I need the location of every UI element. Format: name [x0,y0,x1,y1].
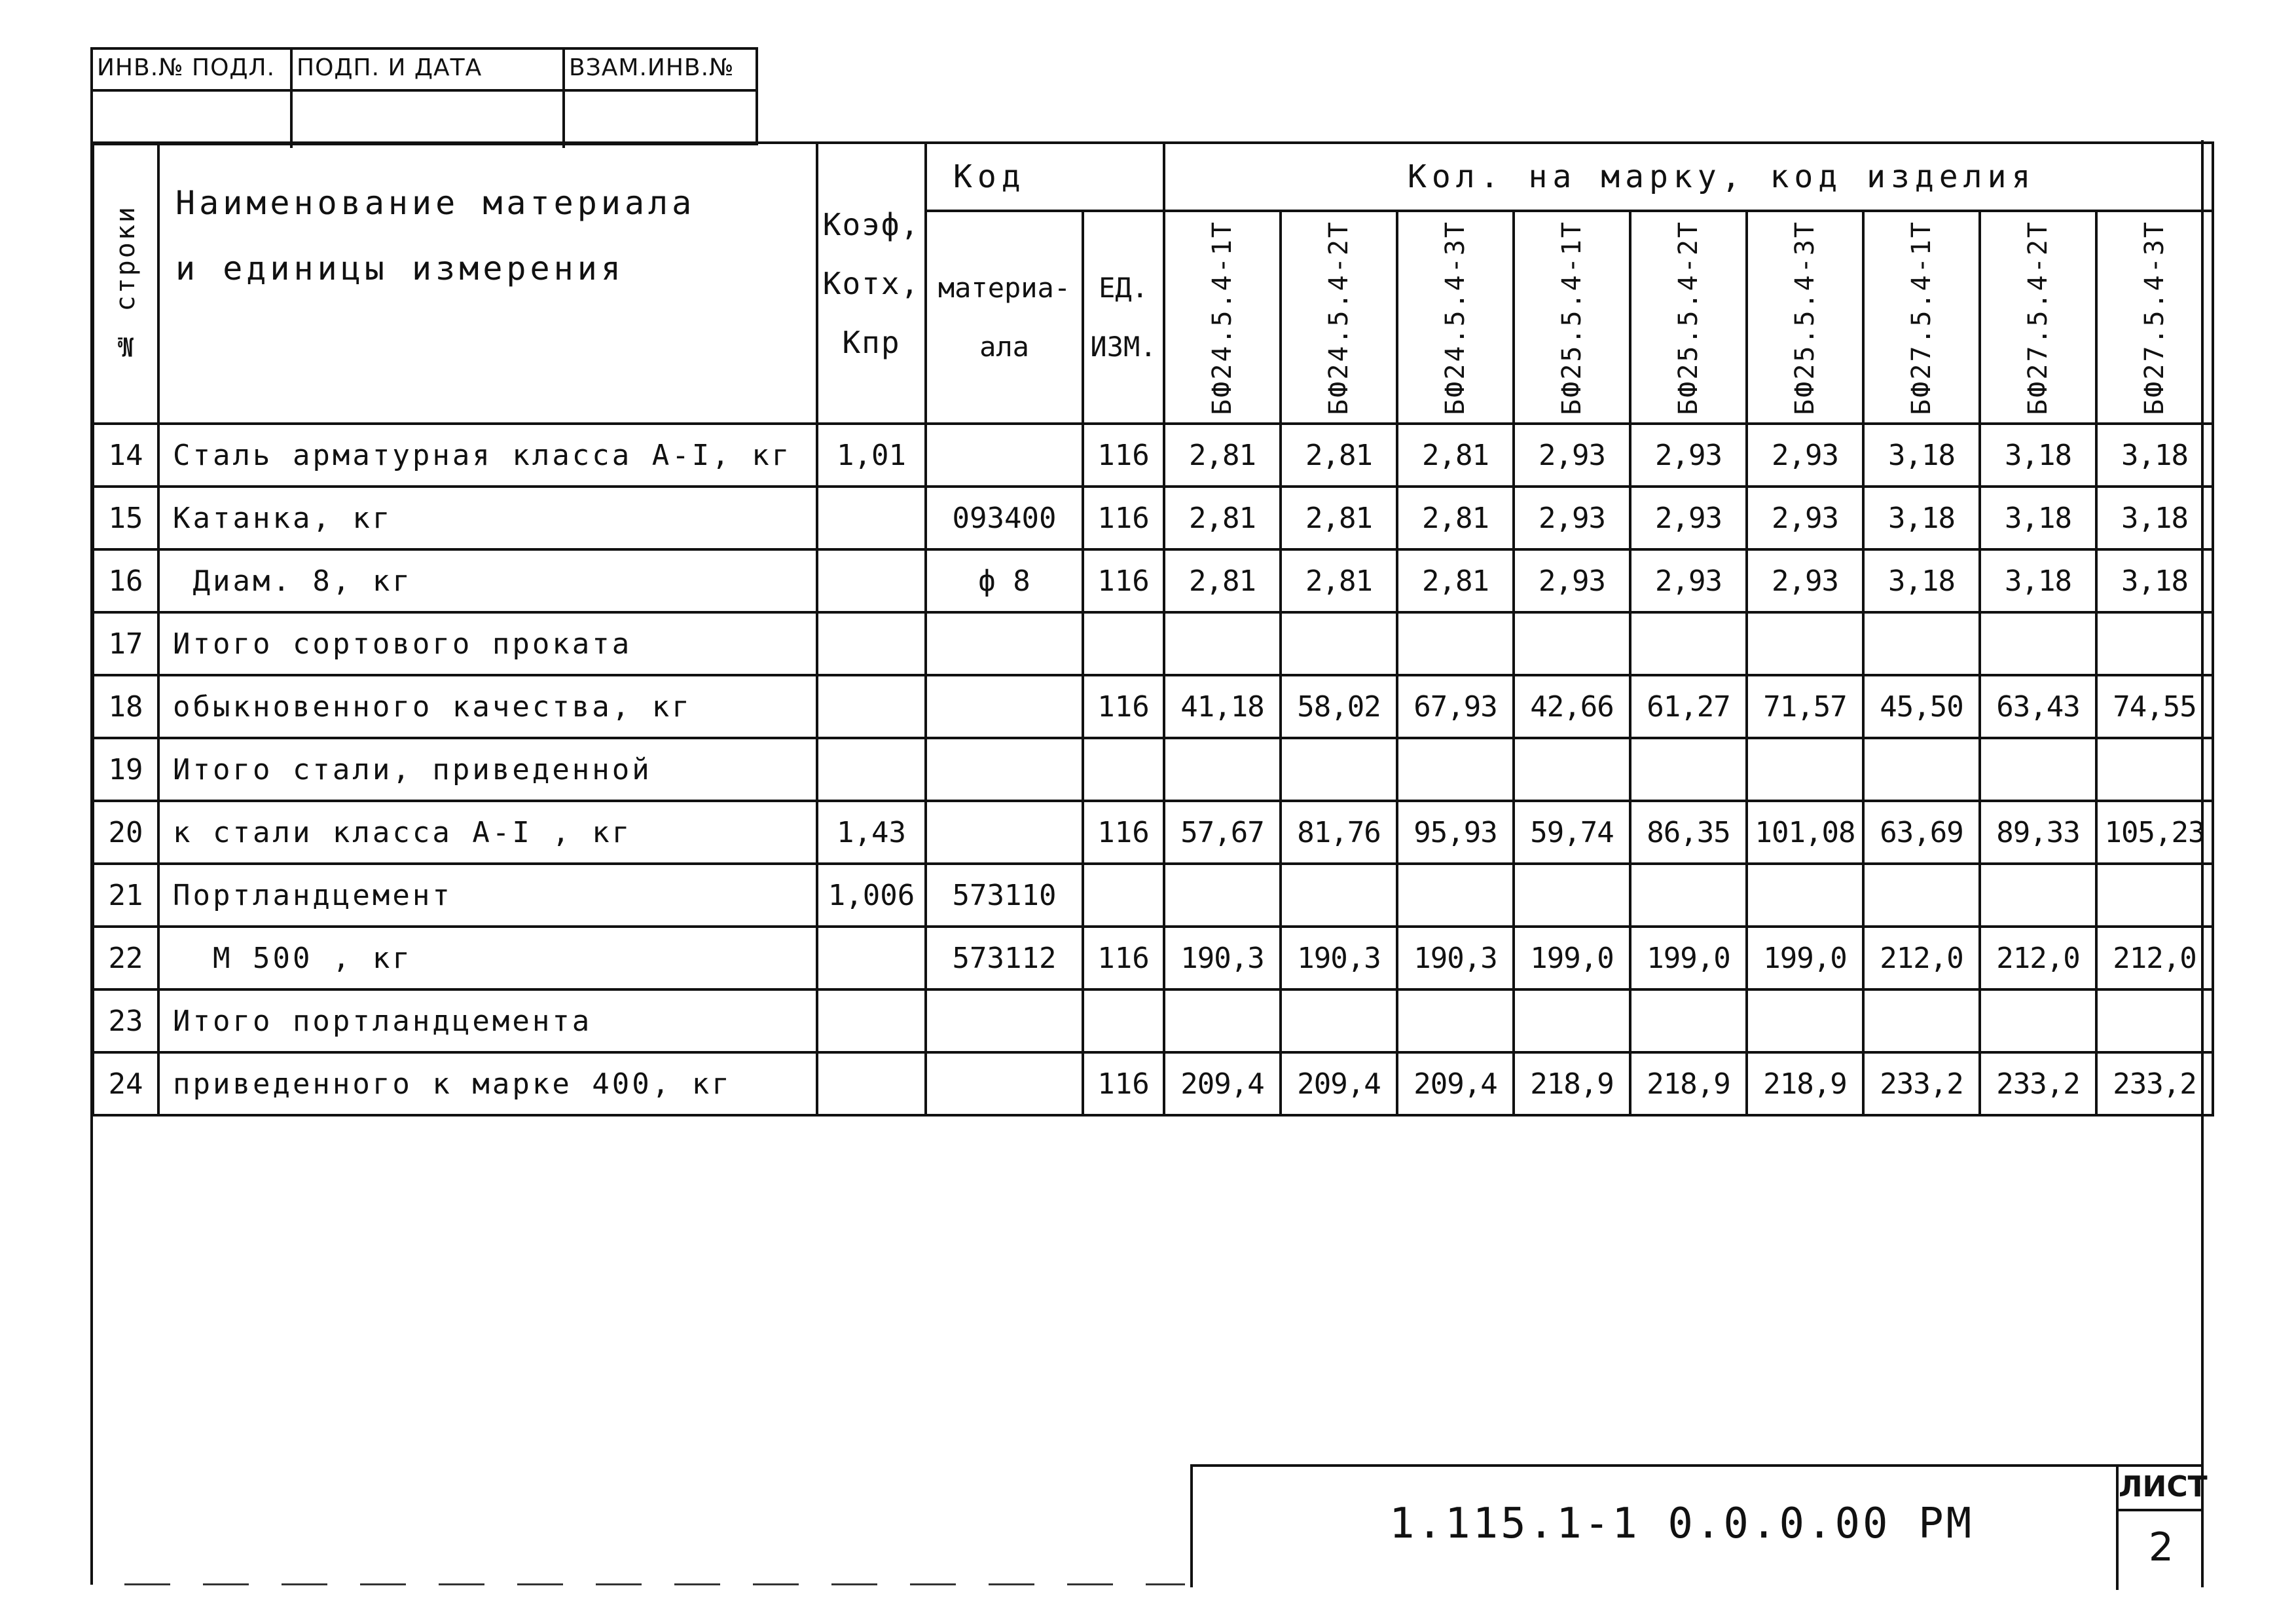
quantity-cell: 3,18 [1980,487,2096,549]
quantity-cell: 2,81 [1397,424,1514,487]
header-row-no-cell [93,143,158,424]
material-name: приведенного к марке 400, кг [158,1052,817,1115]
quantity-cell [1397,738,1514,801]
quantity-cell [1164,864,1281,927]
coefficient: 1,43 [817,801,926,864]
quantity-cell: 2,81 [1164,549,1281,612]
quantity-cell [1514,864,1630,927]
row-number: 15 [93,487,158,549]
table-row [93,864,2213,927]
quantity-cell: 2,93 [1514,424,1630,487]
quantity-cell: 212,0 [2096,927,2213,989]
coefficient [817,675,926,738]
quantity-cell: 218,9 [1630,1052,1747,1115]
row-number: 16 [93,549,158,612]
header-mark-cell [1397,211,1514,424]
header-unit-line2: ИЗМ. [1090,330,1157,363]
row-number: 24 [93,1052,158,1115]
header-mark: БФ25.5.4-2Т [1673,219,1704,415]
unit-code: 116 [1083,1052,1164,1115]
quantity-cell: 95,93 [1397,801,1514,864]
header-code-material-line1: материа- [938,271,1071,304]
quantity-cell: 57,67 [1164,801,1281,864]
material-name: Итого портландцемента [158,989,817,1052]
row-number: 21 [93,864,158,927]
quantity-cell [2096,989,2213,1052]
row-number: 17 [93,612,158,675]
header-mark-cell [1514,211,1630,424]
unit-code: 116 [1083,424,1164,487]
header-mark-cell [1164,211,1281,424]
quantity-cell: 3,18 [1980,424,2096,487]
material-code: 573112 [926,927,1083,989]
quantity-cell: 58,02 [1281,675,1397,738]
material-name: Диам. 8, кг [158,549,817,612]
quantity-cell [1630,864,1747,927]
table-row [93,675,2213,738]
header-mark: БФ27.5.4-3Т [2140,219,2170,415]
unit-code: 116 [1083,487,1164,549]
header-code-material-line2: ала [979,330,1029,363]
table-row [93,989,2213,1052]
quantity-cell [1747,738,1863,801]
quantity-cell: 3,18 [1863,424,1980,487]
quantity-cell: 2,81 [1164,424,1281,487]
quantity-cell [1863,738,1980,801]
unit-code: 116 [1083,549,1164,612]
quantity-cell [1747,864,1863,927]
material-code: ф 8 [926,549,1083,612]
coefficient [817,927,926,989]
quantity-cell: 2,81 [1397,487,1514,549]
title-block [1190,1464,2208,1587]
unit-code [1083,612,1164,675]
unit-code [1083,989,1164,1052]
quantity-cell: 3,18 [2096,549,2213,612]
materials-table [92,141,2214,1116]
quantity-cell: 2,81 [1281,487,1397,549]
quantity-cell: 2,93 [1514,487,1630,549]
quantity-cell: 218,9 [1747,1052,1863,1115]
coefficient: 1,006 [817,864,926,927]
header-mark-cell [1281,211,1397,424]
unit-code [1083,738,1164,801]
material-name: к стали класса А-I , кг [158,801,817,864]
header-name-line2: и единицы измерения [175,249,625,287]
document-code: 1.115.1-1 0.0.0.00 РМ [1389,1500,1975,1548]
unit-code [1083,864,1164,927]
quantity-cell: 2,93 [1747,549,1863,612]
quantity-cell [1514,612,1630,675]
quantity-cell [1514,738,1630,801]
quantity-cell [1980,864,2096,927]
row-number: 19 [93,738,158,801]
quantity-cell [1630,612,1747,675]
quantity-cell: 2,93 [1630,424,1747,487]
quantity-cell: 2,81 [1164,487,1281,549]
row-number: 22 [93,927,158,989]
header-mark: БФ24.5.4-2Т [1324,219,1354,415]
header-code-group: Код [926,143,1164,211]
stamp-empty-row [93,89,756,148]
quantity-cell: 63,43 [1980,675,2096,738]
quantity-cell [1281,612,1397,675]
quantity-cell: 218,9 [1514,1052,1630,1115]
quantity-cell [1980,989,2096,1052]
quantity-cell [2096,738,2213,801]
quantity-cell: 209,4 [1164,1052,1281,1115]
table-row [93,612,2213,675]
material-code [926,801,1083,864]
quantity-cell [1863,989,1980,1052]
quantity-cell: 233,2 [1863,1052,1980,1115]
quantity-cell [1164,612,1281,675]
quantity-cell: 89,33 [1980,801,2096,864]
quantity-cell [2096,612,2213,675]
table-row [93,801,2213,864]
material-code: 573110 [926,864,1083,927]
row-number: 14 [93,424,158,487]
header-mark: БФ24.5.4-1Т [1207,219,1237,415]
quantity-cell: 212,0 [1863,927,1980,989]
approval-stamp [90,47,758,145]
sheet-box [2116,1467,2208,1590]
quantity-cell: 2,93 [1630,487,1747,549]
header-mark: БФ24.5.4-3Т [1440,219,1470,415]
quantity-cell: 101,08 [1747,801,1863,864]
coefficient [817,549,926,612]
header-unit-cell [1083,211,1164,424]
table-row [93,738,2213,801]
table-body [93,424,2213,1115]
header-mark: БФ25.5.4-1Т [1557,219,1587,415]
row-number: 20 [93,801,158,864]
stamp-sign-label: ПОДП. И ДАТА [293,50,565,89]
quantity-cell [1630,738,1747,801]
quantity-cell: 199,0 [1747,927,1863,989]
table-row [93,487,2213,549]
row-number: 23 [93,989,158,1052]
coefficient: 1,01 [817,424,926,487]
header-qty-group: Кол. на марку, код изделия [1164,143,2213,211]
material-code [926,612,1083,675]
quantity-cell: 3,18 [1863,549,1980,612]
quantity-cell [1980,738,2096,801]
coefficient [817,1052,926,1115]
quantity-cell [1397,864,1514,927]
quantity-cell: 2,81 [1281,424,1397,487]
header-name-line1: Наименование материала [175,184,696,222]
coefficient [817,738,926,801]
quantity-cell: 42,66 [1514,675,1630,738]
quantity-cell [1281,864,1397,927]
quantity-cell [1630,989,1747,1052]
bottom-dashed-line [124,1583,1185,1585]
material-name: Сталь арматурная класса А-I, кг [158,424,817,487]
quantity-cell: 3,18 [1863,487,1980,549]
table-row [93,1052,2213,1115]
coefficient [817,612,926,675]
sheet-label: ЛИСТ [2119,1467,2204,1511]
material-name: обыкновенного качества, кг [158,675,817,738]
material-name: М 500 , кг [158,927,817,989]
row-number: 18 [93,675,158,738]
header-row-no: № строки [111,205,141,361]
quantity-cell: 3,18 [2096,424,2213,487]
quantity-cell [1164,738,1281,801]
quantity-cell: 209,4 [1397,1052,1514,1115]
quantity-cell [1514,989,1630,1052]
quantity-cell: 67,93 [1397,675,1514,738]
sheet-number: 2 [2148,1524,2174,1570]
header-mark-cell [1863,211,1980,424]
header-mark: БФ27.5.4-1Т [1906,219,1937,415]
header-row-top [93,143,2213,211]
header-mark: БФ27.5.4-2Т [2023,219,2053,415]
table-row [93,927,2213,989]
quantity-cell: 3,18 [2096,487,2213,549]
unit-code: 116 [1083,675,1164,738]
quantity-cell: 199,0 [1514,927,1630,989]
quantity-cell [1863,612,1980,675]
quantity-cell: 105,23 [2096,801,2213,864]
header-mark-cell [1747,211,1863,424]
quantity-cell [2096,864,2213,927]
quantity-cell: 199,0 [1630,927,1747,989]
unit-code: 116 [1083,927,1164,989]
material-name: Катанка, кг [158,487,817,549]
quantity-cell: 74,55 [2096,675,2213,738]
quantity-cell [1747,612,1863,675]
quantity-cell: 212,0 [1980,927,2096,989]
header-coef-line2: Котх, [822,265,920,301]
header-mark: БФ25.5.4-3Т [1790,219,1820,415]
quantity-cell: 190,3 [1281,927,1397,989]
quantity-cell [1281,989,1397,1052]
quantity-cell: 2,93 [1514,549,1630,612]
material-name: Портландцемент [158,864,817,927]
quantity-cell: 81,76 [1281,801,1397,864]
table-row [93,424,2213,487]
quantity-cell: 41,18 [1164,675,1281,738]
quantity-cell: 61,27 [1630,675,1747,738]
material-code [926,424,1083,487]
material-code [926,1052,1083,1115]
material-name: Итого стали, приведенной [158,738,817,801]
quantity-cell [1164,989,1281,1052]
quantity-cell: 2,93 [1630,549,1747,612]
quantity-cell: 71,57 [1747,675,1863,738]
quantity-cell: 2,81 [1281,549,1397,612]
quantity-cell: 233,2 [1980,1052,2096,1115]
quantity-cell: 59,74 [1514,801,1630,864]
material-code [926,989,1083,1052]
header-coef-cell [817,143,926,424]
quantity-cell [1281,738,1397,801]
quantity-cell: 190,3 [1164,927,1281,989]
header-mark-cell [2096,211,2213,424]
quantity-cell [1747,989,1863,1052]
quantity-cell: 190,3 [1397,927,1514,989]
header-coef-line3: Кпр [842,324,901,360]
header-name-cell [158,143,817,424]
header-mark-cell [1980,211,2096,424]
header-coef-line1: Коэф, [822,206,920,242]
material-code [926,738,1083,801]
material-code [926,675,1083,738]
quantity-cell: 2,93 [1747,487,1863,549]
stamp-inv-label: ИНВ.№ ПОДЛ. [93,50,293,89]
material-code: 093400 [926,487,1083,549]
quantity-cell: 2,81 [1397,549,1514,612]
stamp-replace-label: ВЗАМ.ИНВ.№ [569,54,735,81]
quantity-cell [1980,612,2096,675]
quantity-cell: 86,35 [1630,801,1747,864]
quantity-cell: 2,93 [1747,424,1863,487]
quantity-cell [1397,989,1514,1052]
quantity-cell: 63,69 [1863,801,1980,864]
coefficient [817,989,926,1052]
quantity-cell [1397,612,1514,675]
header-unit-line1: ЕД. [1099,271,1148,304]
unit-code: 116 [1083,801,1164,864]
quantity-cell: 233,2 [2096,1052,2213,1115]
quantity-cell: 3,18 [1980,549,2096,612]
coefficient [817,487,926,549]
quantity-cell: 45,50 [1863,675,1980,738]
header-mark-cell [1630,211,1747,424]
quantity-cell: 209,4 [1281,1052,1397,1115]
header-code-material-cell [926,211,1083,424]
quantity-cell [1863,864,1980,927]
table-row [93,549,2213,612]
material-name: Итого сортового проката [158,612,817,675]
